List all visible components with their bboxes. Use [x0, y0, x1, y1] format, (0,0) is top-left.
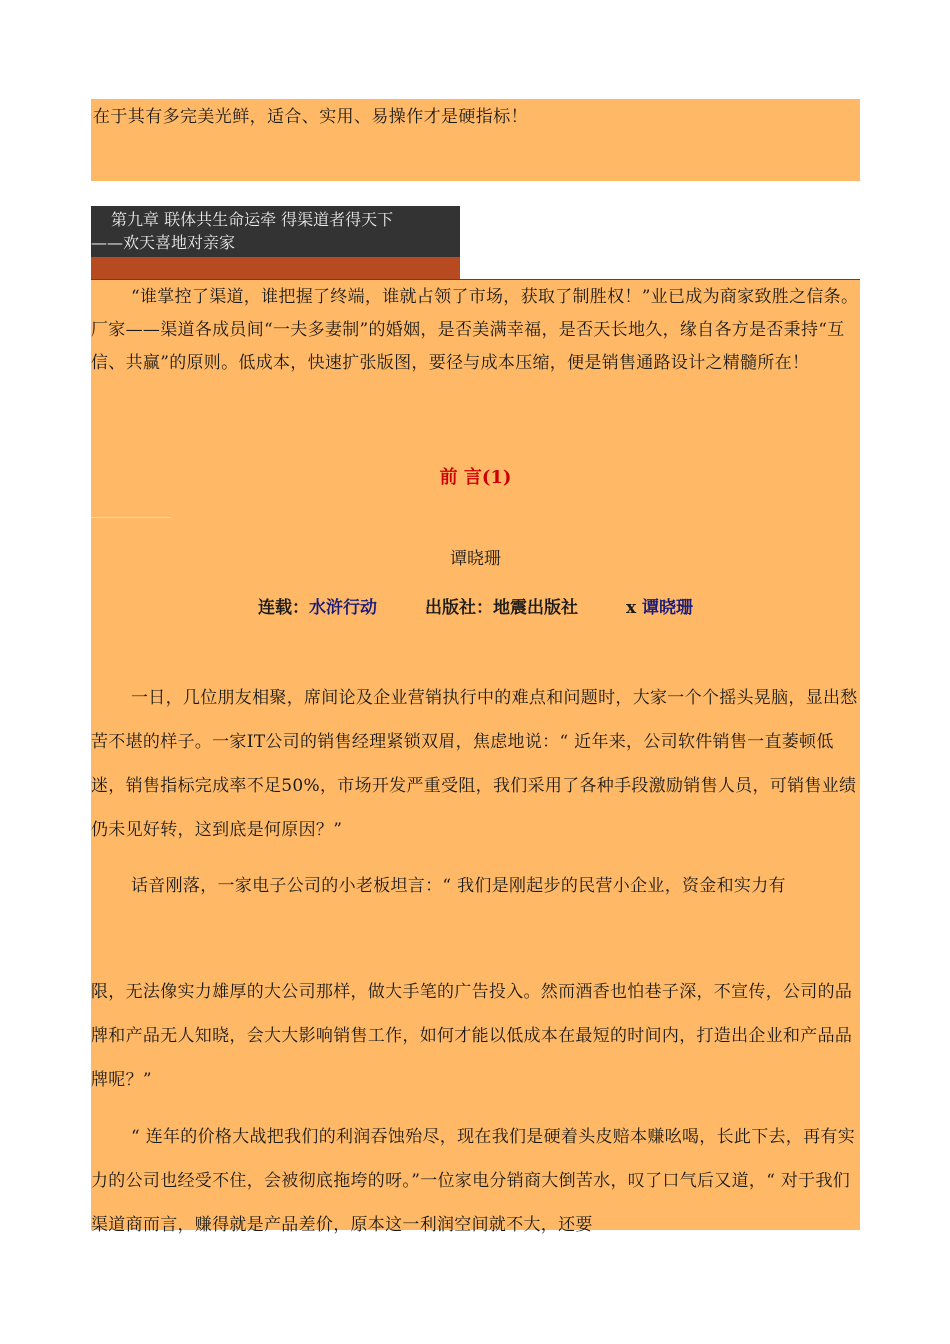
author-link[interactable]: 谭晓珊	[642, 598, 694, 618]
chapter-accent-bar	[91, 257, 460, 280]
chapter-intro	[91, 281, 860, 380]
publication-meta	[91, 593, 860, 618]
paragraph-1	[91, 676, 860, 852]
paragraph-4	[91, 1115, 860, 1247]
paragraph-3: 限，无法像实力雄厚的大公司那样，做大手笔的广告投入。然而酒香也怕巷子深，不宣传，公司的品牌和产品无人知晓，会大大影响销售工作，如何才能以低成本在最短的时间内，打造出企业和产品品牌呢？”	[91, 982, 853, 1090]
paragraph-1-text: 一日，几位朋友相聚，席间论及企业营销执行中的难点和问题时，大家一个个摇头晃脑，显出愁苦不堪的样子。一家IT公司的销售经理紧锁双眉，焦虑地说：“ 近年来，公司软件销售一直萎顿低迷，销售指标完成率不足50%，市场开发严重受阻，我们采用了各种手段激励销售人员，可销售业绩仍未见好转，这到底是何原因？”	[91, 688, 858, 840]
chapter-title-line1: 第九章 联体共生命运牵 得渠道者得天下	[111, 210, 394, 229]
chapter-title-box	[91, 206, 460, 257]
top-text-block	[91, 99, 860, 181]
author-name: 谭晓珊	[450, 549, 501, 569]
chapter-title-line2: ——欢天喜地对亲家	[91, 233, 236, 252]
chapter-intro-text: “谁掌控了渠道，谁把握了终端，谁就占领了市场，获取了制胜权！”业已成为商家致胜之信条。厂家——渠道各成员间“一夫多妻制”的婚姻，是否美满幸福，是否天长地久，缘自各方是否秉持“互信、共赢”的原则。低成本，快速扩张版图，要径与成本压缩，便是销售通路设计之精髓所在！	[91, 287, 859, 373]
chapter-header	[91, 206, 460, 279]
publisher-label: 出版社：	[424, 598, 493, 618]
foreword-title: 前 言(1)	[439, 467, 512, 488]
serial-label: 连载：	[257, 598, 309, 618]
publisher-value: 地震出版社	[492, 598, 578, 618]
paragraph-2	[91, 864, 860, 908]
divider	[91, 517, 171, 518]
paragraph-4-text: “ 连年的价格大战把我们的利润吞蚀殆尽，现在我们是硬着头皮赔本赚吆喝，长此下去，再有实力的公司也经受不住，会被彻底拖垮的呀。”一位家电分销商大倒苦水，叹了口气后又道，“ 对于我们渠道商而言，赚得就是产品差价，原本这一利润空间就不大，还要	[91, 1127, 855, 1235]
serial-link[interactable]: 水浒行动	[308, 598, 377, 618]
author-prefix: x	[625, 598, 643, 618]
paragraph-2-text: 话音刚落，一家电子公司的小老板坦言：“ 我们是刚起步的民营小企业，资金和实力有	[131, 876, 786, 896]
top-text: 在于其有多完美光鲜，适合、实用、易操作才是硬指标！	[93, 107, 528, 127]
main-content-block	[91, 279, 860, 1235]
